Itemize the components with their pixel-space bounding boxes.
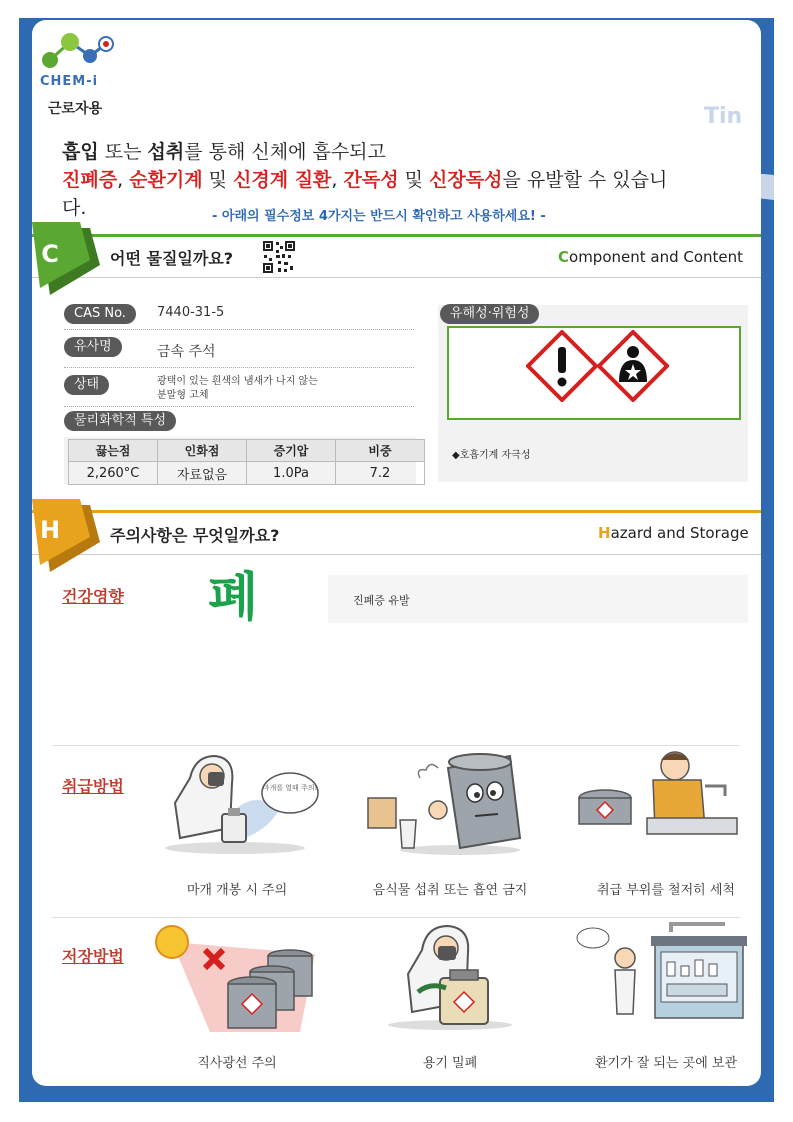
state-line-2: 분말형 고체 <box>157 390 209 401</box>
section-h-badge: H <box>39 516 61 544</box>
divider <box>64 367 414 368</box>
synonym-value: 금속 주석 <box>157 344 216 360</box>
section-h-title: 주의사항은 무엇일까요? <box>110 526 280 545</box>
props-label: 물리화학적 특성 <box>64 411 176 431</box>
divider <box>52 745 740 746</box>
qr-code-icon[interactable] <box>262 240 296 274</box>
page-title: 주석 <box>640 43 729 97</box>
cas-value: 7440-31-5 <box>157 305 225 320</box>
props-value: 자료없음 <box>158 462 247 485</box>
health-hazard-icon <box>597 330 669 402</box>
handling-caption: 음식물 섭취 또는 흡연 금지 <box>372 883 528 898</box>
sealed-container-icon <box>360 922 535 1032</box>
state-label: 상태 <box>64 375 109 395</box>
divider <box>64 329 414 330</box>
handling-caption: 마개 개봉 시 주의 <box>186 883 288 898</box>
props-table <box>68 439 425 485</box>
notice-text: - 아래의 필수정보 4가지는 반드시 확인하고 사용하세요! - <box>212 209 546 224</box>
section-h-en-title: Hazard and Storage <box>598 524 749 542</box>
synonym-label: 유사명 <box>64 337 122 357</box>
washing-hands-icon <box>575 748 745 856</box>
worker-opening-container-icon <box>150 748 320 856</box>
section-h-underline <box>32 554 761 555</box>
page-subtitle-en: Tin <box>704 104 743 129</box>
props-value: 2,260°C <box>69 462 158 485</box>
intro-line-1: 흡입 또는 섭취를 통해 신체에 흡수되고 <box>62 141 386 163</box>
props-value: 1.0Pa <box>247 462 336 485</box>
section-c-underline <box>32 277 761 278</box>
section-h-rule <box>32 510 761 513</box>
props-header: 비중 <box>336 440 425 462</box>
section-c-en-title: Component and Content <box>558 248 744 266</box>
section-c-title: 어떤 물질일까요? <box>110 249 234 268</box>
intro-line-2: 진폐증, 순환기계 및 신경계 질환, 간독성 및 신장독성을 유발할 수 있습니 <box>62 169 668 191</box>
handling-label: 취급방법 <box>62 777 124 796</box>
props-header: 끓는점 <box>69 440 158 462</box>
storage-label: 저장방법 <box>62 947 124 966</box>
audience-label: 근로자용 <box>48 101 103 117</box>
divider <box>52 917 740 918</box>
no-eating-smoking-icon <box>360 748 530 856</box>
avoid-sunlight-icon <box>150 922 325 1032</box>
props-header: 인화점 <box>158 440 247 462</box>
hazard-note: ◆호흡기계 자극성 <box>452 450 531 461</box>
state-value <box>157 375 318 403</box>
health-effects-label: 건강영향 <box>62 587 124 606</box>
state-line-1: 광택이 있는 흰색의 냄새가 나지 않는 <box>157 376 318 387</box>
exclamation-mark-icon <box>526 330 598 402</box>
props-header: 증기압 <box>247 440 336 462</box>
lung-icon: 폐 <box>208 568 259 628</box>
storage-caption: 직사광선 주의 <box>197 1056 277 1071</box>
props-value: 7.2 <box>336 462 425 485</box>
handling-caption: 취급 부위를 철저히 세척 <box>597 883 735 898</box>
divider <box>64 406 414 407</box>
health-effect-text: 진폐증 유발 <box>353 594 410 607</box>
storage-caption: 환기가 잘 되는 곳에 보관 <box>594 1056 738 1071</box>
section-c-badge: C <box>41 240 59 268</box>
chem-i-logo-icon <box>40 32 120 74</box>
ventilated-storage-icon <box>575 922 750 1032</box>
logo-text: CHEM-i <box>40 74 99 89</box>
storage-caption: 용기 밀폐 <box>422 1056 478 1071</box>
cas-label: CAS No. <box>64 304 136 324</box>
hazard-label: 유해성·위험성 <box>440 304 539 324</box>
intro-line-3: 다. <box>62 197 87 219</box>
speech-bubble-text: 마개를 열때 주의! <box>262 784 318 792</box>
section-c-rule <box>32 234 761 237</box>
